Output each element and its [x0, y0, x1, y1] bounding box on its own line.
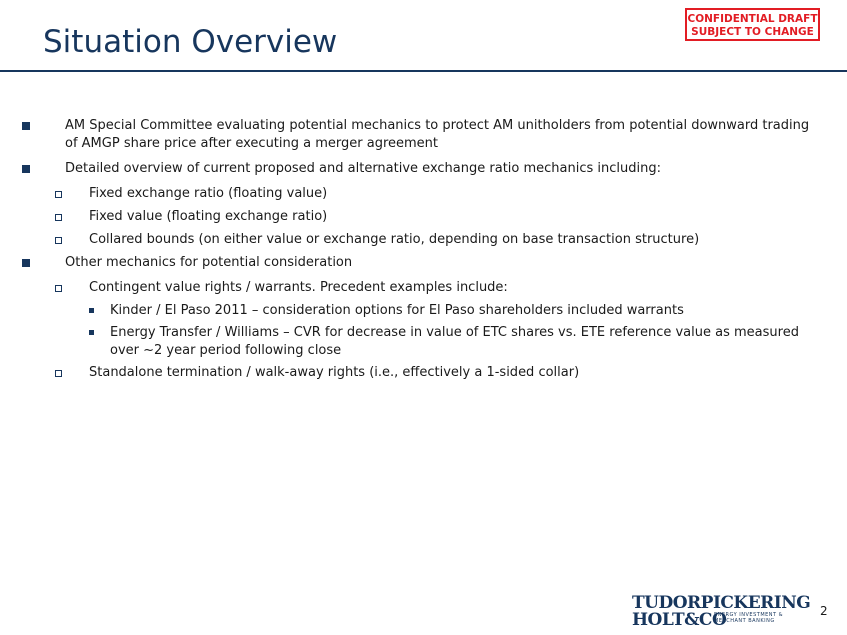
page-title: Situation Overview: [43, 24, 338, 60]
sub-bullet-item: [22, 279, 812, 297]
sub-bullet-text: Collared bounds (on either value or exchange ratio, depending on base transaction structure): [89, 232, 700, 247]
hollow-square-bullet-icon: [55, 191, 62, 198]
confidential-stamp: [685, 8, 820, 41]
hollow-square-bullet-icon: [55, 285, 62, 292]
small-square-bullet-icon: [89, 308, 94, 313]
logo-tagline: [714, 612, 783, 624]
bullet-text: AM Special Committee evaluating potential mechanics to protect AM unitholders from potential downward trading of AMGP share price after executing a merger agreement: [65, 118, 810, 151]
sub-bullet-text: Standalone termination / walk-away rights (i.e., effectively a 1-sided collar): [89, 365, 580, 380]
sub-bullet-text: Contingent value rights / warrants. Precedent examples include:: [89, 280, 508, 295]
square-bullet-icon: [22, 122, 30, 130]
sub-bullet-text: Fixed value (floating exchange ratio): [89, 209, 328, 224]
hollow-square-bullet-icon: [55, 370, 62, 377]
logo-tagline-2: MERCHANT BANKING: [714, 618, 775, 624]
title-divider: [0, 70, 847, 72]
bullet-item: [22, 254, 812, 272]
sub-bullet-text: Fixed exchange ratio (floating value): [89, 186, 328, 201]
bullet-list: [22, 117, 812, 387]
hollow-square-bullet-icon: [55, 237, 62, 244]
logo-tagline-1: ENERGY INVESTMENT &: [714, 612, 784, 618]
square-bullet-icon: [22, 165, 30, 173]
bullet-item: [22, 117, 812, 153]
sub-sub-bullet-item: [22, 302, 812, 320]
bullet-text: Detailed overview of current proposed and alternative exchange ratio mechanics including:: [65, 161, 661, 176]
sub-bullet-item: [22, 231, 812, 249]
logo-line-2: HOLT&CO: [632, 610, 727, 630]
square-bullet-icon: [22, 259, 30, 267]
sub-bullet-item: [22, 185, 812, 203]
bullet-item: [22, 160, 812, 178]
sub-sub-bullet-text: Kinder / El Paso 2011 – consideration options for El Paso shareholders included warrants: [110, 303, 684, 318]
bullet-text: Other mechanics for potential consideration: [65, 255, 353, 270]
sub-bullet-item: [22, 208, 812, 226]
sub-sub-bullet-item: [22, 324, 812, 360]
page-number: 2: [820, 604, 828, 618]
stamp-line-1: CONFIDENTIAL DRAFT: [687, 13, 818, 25]
logo-line-1: TUDORPICKERING: [632, 593, 811, 613]
small-square-bullet-icon: [89, 330, 94, 335]
sub-sub-bullet-text: Energy Transfer / Williams – CVR for decrease in value of ETC shares vs. ETE reference value as measured over ~2 year period following close: [110, 325, 799, 358]
sub-bullet-item: [22, 364, 812, 382]
hollow-square-bullet-icon: [55, 214, 62, 221]
company-logo: [632, 593, 811, 630]
stamp-line-2: SUBJECT TO CHANGE: [691, 26, 814, 38]
